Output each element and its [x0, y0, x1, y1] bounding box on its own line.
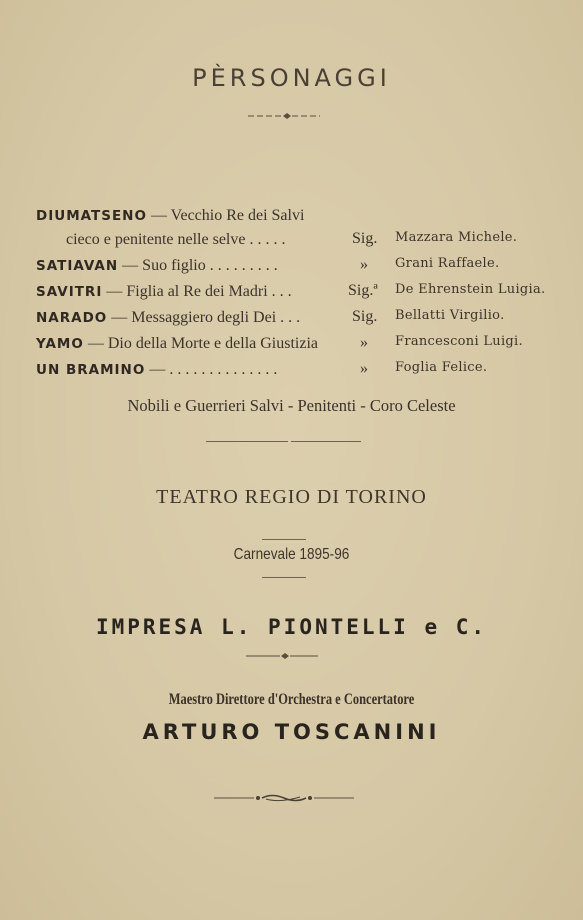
cast-row: [0, 206, 583, 230]
small-ornament: [0, 648, 583, 662]
cast-row: [0, 256, 583, 280]
divider: [262, 539, 306, 540]
role-cell: [36, 308, 300, 327]
cast-row: [0, 360, 583, 384]
role-cell: [66, 230, 285, 249]
singer-title: »: [360, 360, 368, 377]
character-description: — Dio della Morte e della Giustizia: [83, 335, 318, 352]
page-title: PÈRSONAGGI: [192, 64, 391, 92]
flourish-ornament-icon: [0, 790, 583, 806]
singer-name: De Ehrenstein Luigia.: [395, 282, 546, 297]
singer-title: Sig.: [352, 230, 378, 247]
character-name: DIUMATSENO: [36, 208, 147, 224]
impresa-line: IMPRESA L. PIONTELLI e C.: [95, 615, 488, 639]
character-description: cieco e penitente nelle selve . . . . .: [66, 231, 286, 248]
role-cell: [36, 334, 318, 353]
divider: [291, 441, 361, 442]
character-description: — Messaggiero degli Dei . . .: [107, 309, 301, 326]
singer-name: Francesconi Luigi.: [395, 334, 523, 349]
large-ornament: [0, 790, 583, 806]
cast-row: [0, 334, 583, 358]
role-cell: [36, 282, 292, 301]
character-name: SATIAVAN: [36, 258, 119, 274]
divider: [206, 441, 288, 442]
role-cell: [36, 360, 277, 379]
theatre-name: TEATRO REGIO DI TORINO: [156, 486, 427, 508]
singer-name: Grani Raffaele.: [395, 256, 500, 271]
small-ornament: [0, 108, 583, 122]
singer-name: Bellatti Virgilio.: [395, 308, 505, 323]
conductor-name: ARTURO TOSCANINI: [142, 720, 441, 744]
role-cell: [36, 256, 278, 275]
character-name: UN BRAMINO: [36, 362, 146, 378]
singer-title: Sig.ª: [348, 282, 378, 299]
character-name: SAVITRI: [36, 284, 103, 300]
singer-name: Mazzara Michele.: [395, 230, 518, 245]
character-description: — Figlia al Re dei Madri . . .: [102, 283, 292, 300]
role-cell: [36, 206, 304, 225]
character-name: NARADO: [36, 310, 108, 326]
character-description: — Suo figlio . . . . . . . . .: [118, 257, 278, 274]
divider: [262, 577, 306, 578]
cast-row: [0, 282, 583, 306]
cast-row: [0, 308, 583, 332]
singer-title: »: [360, 256, 368, 273]
cast-row: [0, 230, 583, 254]
singer-title: Sig.: [352, 308, 378, 325]
character-description: — . . . . . . . . . . . . . .: [145, 361, 278, 378]
season-label: Carnevale 1895-96: [233, 546, 350, 563]
conductor-label: Maestro Direttore d'Orchestra e Concertatore: [168, 691, 415, 708]
ornament-divider-icon: [0, 649, 583, 663]
character-name: YAMO: [36, 336, 84, 352]
singer-name: Foglia Felice.: [395, 360, 488, 375]
singer-title: »: [360, 334, 368, 351]
character-description: — Vecchio Re dei Salvi: [146, 207, 305, 224]
ornament-divider-icon: [0, 109, 583, 123]
chorus-line: Nobili e Guerrieri Salvi - Penitenti - Coro Celeste: [127, 396, 456, 415]
